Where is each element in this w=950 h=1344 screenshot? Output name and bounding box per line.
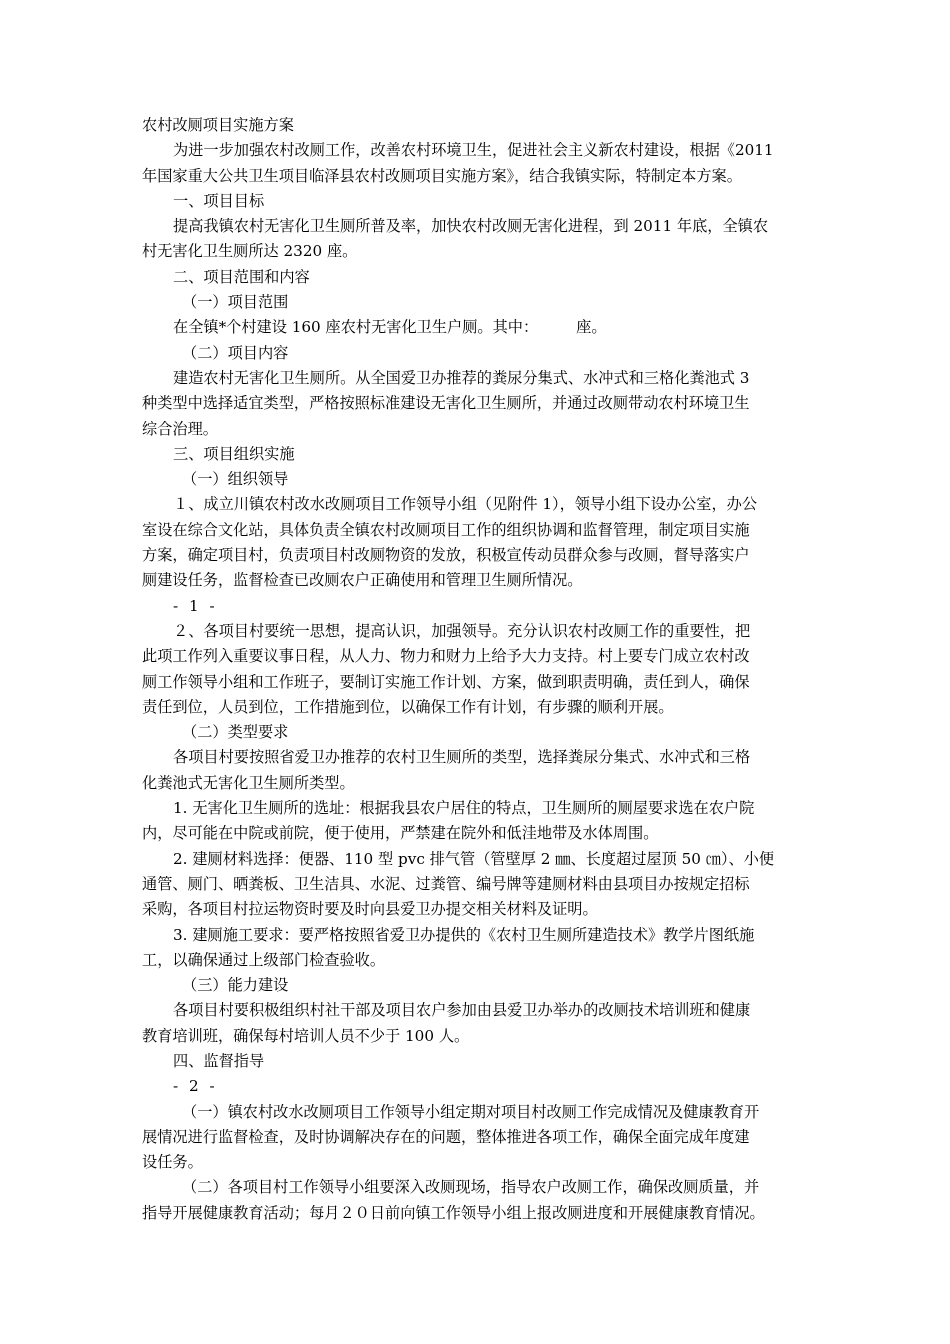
text-line: 采购，各项目村拉运物资时要及时向县爱卫办提交相关材料及证明。	[142, 900, 598, 919]
text-line: 3. 建厕施工要求：要严格按照省爱卫办提供的《农村卫生厕所建造技术》教学片图纸施	[173, 925, 755, 944]
text-line: 1. 无害化卫生厕所的选址：根据我县农户居住的特点，卫生厕所的厕屋要求选在农户院	[173, 799, 755, 818]
page-number: - 1 -	[173, 596, 218, 615]
text-line: 方案，确定项目村，负责项目村改厕物资的发放，积极宣传动员群众参与改厕，督导落实户	[142, 546, 750, 565]
text-line: 厕工作领导小组和工作班子，要制订实施工作计划、方案，做到职责明确，责任到人，确保	[142, 672, 750, 691]
text-line: 建造农村无害化卫生厕所。从全国爱卫办推荐的粪尿分集式、水冲式和三格化粪池式 3	[173, 368, 750, 387]
text-line: 提高我镇农村无害化卫生厕所普及率，加快农村改厕无害化进程，到 2011 年底，全镇农	[173, 217, 769, 236]
text-line: （二）项目内容	[182, 343, 289, 362]
text-line: 通管、厕门、晒粪板、卫生洁具、水泥、过粪管、编号牌等建厕材料由县项目办按规定招标	[142, 874, 750, 893]
text-line: 村无害化卫生厕所达 2320 座。	[142, 242, 358, 261]
text-line: 为进一步加强农村改厕工作，改善农村环境卫生，促进社会主义新农村建设，根据《2011	[173, 141, 774, 160]
document-body	[142, 138, 814, 1226]
text-line: １、成立川镇农村改水改厕项目工作领导小组（见附件 1），领导小组下设办公室，办公	[173, 495, 758, 514]
text-line: （一）镇农村改水改厕项目工作领导小组定期对项目村改厕工作完成情况及健康教育开	[182, 1102, 760, 1121]
text-line: 此项工作列入重要议事日程，从人力、物力和财力上给予大力支持。村上要专门成立农村改	[142, 647, 750, 666]
text-line: 责任到位，人员到位，工作措施到位，以确保工作有计划，有步骤的顺利开展。	[142, 697, 674, 716]
text-line: 教育培训班，确保每村培训人员不少于 100 人。	[142, 1026, 470, 1045]
text-line: （一）组织领导	[182, 470, 289, 489]
document-title: 农村改厕项目实施方案	[142, 116, 294, 134]
text-line: （一）项目范围	[182, 293, 289, 312]
document-page	[142, 113, 814, 1226]
text-line: 室设在综合文化站，具体负责全镇农村改厕项目工作的组织协调和监督管理，制定项目实施	[142, 520, 750, 539]
page-number: - 2 -	[173, 1077, 218, 1096]
text-line: 展情况进行监督检查，及时协调解决存在的问题，整体推进各项工作，确保全面完成年度建	[142, 1127, 750, 1146]
text-line: 年国家重大公共卫生项目临泽县农村改厕项目实施方案》，结合我镇实际，特制定本方案。	[142, 166, 742, 185]
text-line: 厕建设任务，监督检查已改厕农户正确使用和管理卫生厕所情况。	[142, 571, 583, 590]
text-line: （三）能力建设	[182, 976, 289, 995]
text-line: ２、各项目村要统一思想，提高认识，加强领导。充分认识农村改厕工作的重要性，把	[173, 621, 751, 640]
text-line: 在全镇*个村建设 160 座农村无害化卫生户厕。其中： 座。	[173, 318, 607, 337]
text-line: 四、监督指导	[173, 1051, 265, 1070]
text-line: （二）各项目村工作领导小组要深入改厕现场，指导农户改厕工作，确保改厕质量，并	[182, 1178, 760, 1197]
text-line: 工，以确保通过上级部门检查验收。	[142, 950, 385, 969]
text-line: 一、项目目标	[173, 191, 265, 210]
text-line: 综合治理。	[142, 419, 218, 438]
text-line: 种类型中选择适宜类型，严格按照标准建设无害化卫生厕所，并通过改厕带动农村环境卫生	[142, 394, 750, 413]
text-line: 设任务。	[142, 1153, 203, 1172]
text-line: 2. 建厕材料选择：便器、110 型 pvc 排气管（管壁厚 2 ㎜、长度超过屋顶 50 ㎝）、小便	[173, 849, 775, 868]
text-line: 三、项目组织实施	[173, 444, 295, 463]
text-line: 各项目村要按照省爱卫办推荐的农村卫生厕所的类型，选择粪尿分集式、水冲式和三格	[173, 748, 751, 767]
text-line: 二、项目范围和内容	[173, 267, 310, 286]
text-line: 化粪池式无害化卫生厕所类型。	[142, 773, 355, 792]
text-line: 指导开展健康教育活动；每月２０日前向镇工作领导小组上报改厕进度和开展健康教育情况。	[142, 1203, 765, 1222]
text-line: （二）类型要求	[182, 723, 289, 742]
text-line: 内，尽可能在中院或前院，便于使用，严禁建在院外和低洼地带及水体周围。	[142, 824, 659, 843]
text-line: 各项目村要积极组织村社干部及项目农户参加由县爱卫办举办的改厕技术培训班和健康	[173, 1001, 751, 1020]
